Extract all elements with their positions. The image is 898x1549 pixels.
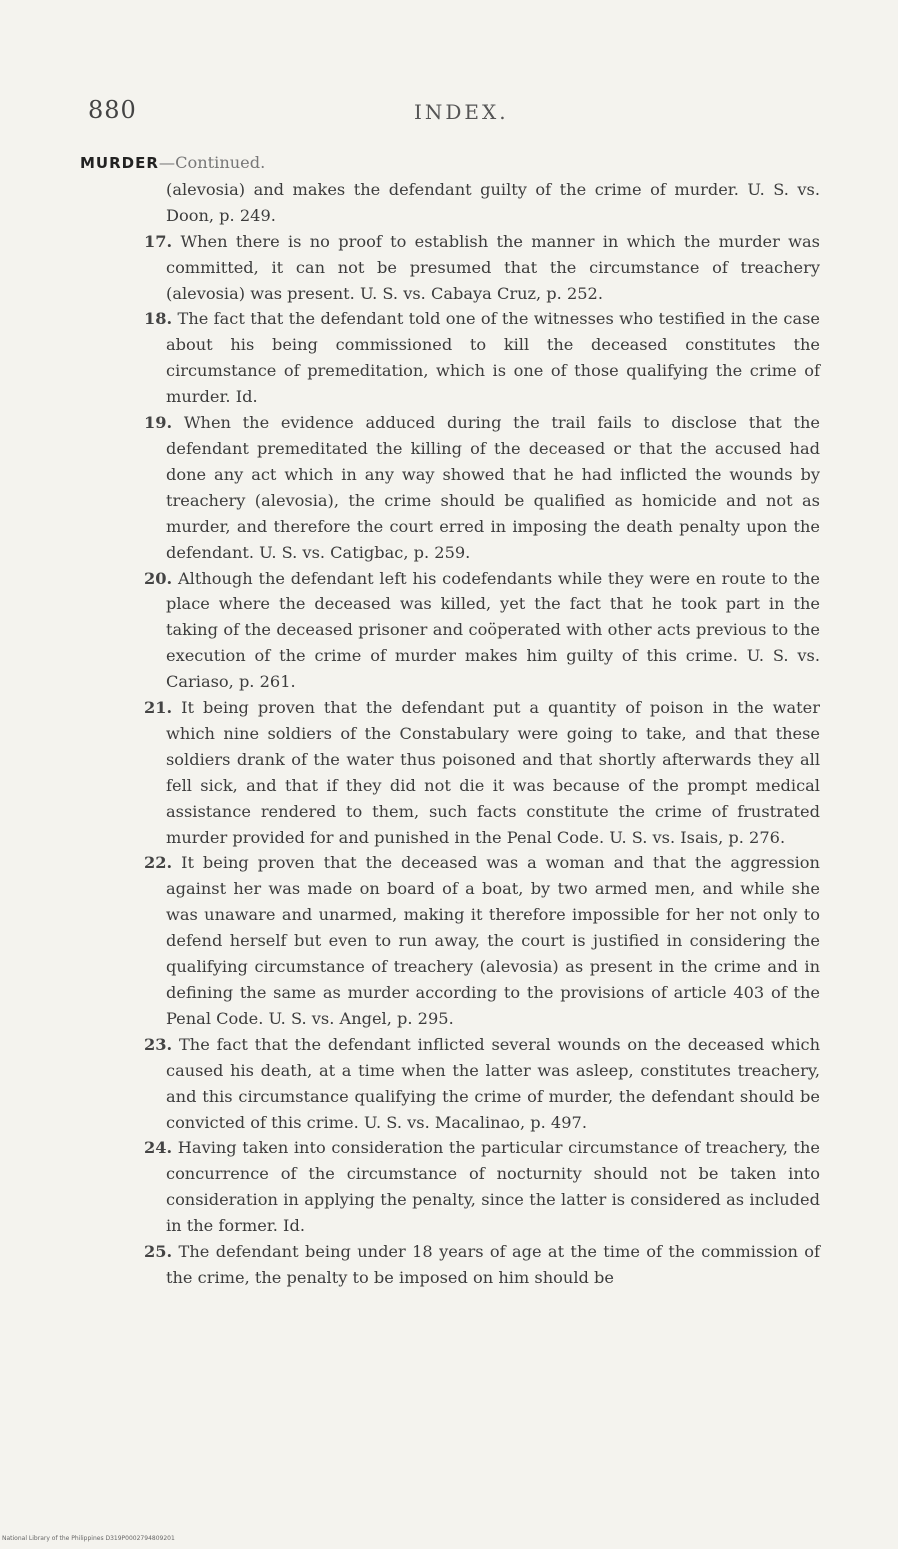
- entry-text: When there is no proof to establish the manner in which the murder was committed, it can not be presumed that the circumstance of treachery (alevosia) was present. U. S. vs. Cabaya Cruz, p. 252.: [166, 231, 820, 303]
- entry-number: 24.: [144, 1138, 173, 1158]
- index-entry-25: [80, 1239, 820, 1291]
- entry-number: 23.: [144, 1034, 173, 1054]
- continuation-text: (alevosia) and makes the defendant guilty of the crime of murder. U. S. vs. Doon, p. 249.: [166, 179, 820, 225]
- entry-text: When the evidence adduced during the trail fails to disclose that the defendant premeditated the killing of the deceased or that the accused had done any act which in any way showed that he had inflicted the wounds by treachery (alevosia), the crime should be qualified as homicide and not as murder, and therefore the court erred in imposing the death penalty upon the defendant. U. S. vs. Catigbac, p. 259.: [166, 413, 820, 562]
- page-header: [88, 96, 828, 132]
- heading-word: MURDER: [80, 154, 159, 172]
- page-number: 880: [88, 96, 137, 124]
- index-entry-21: [80, 695, 820, 850]
- entry-text: The fact that the defendant told one of the witnesses who testified in the case about his being commissioned to kill the deceased constitutes the circumstance of premeditation, which is one of those qualifying the crime of murder. Id.: [166, 309, 821, 407]
- entry-number: 21.: [144, 698, 173, 718]
- scan-footer: National Library of the Philippines D319P0002794809201: [2, 1535, 175, 1542]
- index-entry-20: [80, 566, 820, 696]
- entry-text: Having taken into consideration the particular circumstance of treachery, the concurrence of the circumstance of nocturnity should not be taken into consideration in applying the penalty, since the latter is considered as included in the former. Id.: [166, 1138, 820, 1236]
- entry-number: 17.: [144, 231, 173, 251]
- index-entry-22: [80, 850, 820, 1031]
- index-entry-18: [80, 306, 820, 410]
- running-head: INDEX.: [414, 100, 509, 124]
- index-body: [80, 150, 820, 1291]
- entry-number: 19.: [144, 413, 173, 433]
- entry-text: The fact that the defendant inflicted several wounds on the deceased which caused his death, at a time when the latter was asleep, constitutes treachery, and this circumstance qualifying the crime of murder, the defendant should be convicted of this crime. U. S. vs. Macalinao, p. 497.: [166, 1034, 820, 1132]
- entry-number: 22.: [144, 853, 173, 873]
- index-entry-23: [80, 1032, 820, 1136]
- index-heading: [80, 150, 820, 177]
- entry-text: It being proven that the defendant put a quantity of poison in the water which nine soldiers of the Constabulary were going to take, and that these soldiers drank of the water thus poisoned and that shortly afterwards they all fell sick, and that if they did not die it was because of the prompt medical assistance rendered to them, such facts constitute the crime of frustrated murder provided for and punished in the Penal Code. U. S. vs. Isais, p. 276.: [166, 698, 820, 847]
- index-entry-17: [80, 229, 820, 307]
- entry-text: The defendant being under 18 years of age at the time of the commission of the crime, the penalty to be imposed on him should be: [166, 1242, 821, 1287]
- entry-text: Although the defendant left his codefendants while they were en route to the place where the deceased was killed, yet the fact that he took part in the taking of the deceased prisoner and coöperated with other acts previous to the execution of the crime of murder makes him guilty of this crime. U. S. vs. Cariaso, p. 261.: [166, 568, 820, 692]
- entry-number: 20.: [144, 568, 173, 588]
- heading-continued: —Continued.: [158, 153, 266, 172]
- index-entry-24: [80, 1135, 820, 1239]
- entry-number: 18.: [144, 309, 173, 329]
- entry-number: 25.: [144, 1242, 173, 1262]
- entry-text: It being proven that the deceased was a woman and that the aggression against her was made on board of a boat, by two armed men, and while she was unaware and unarmed, making it therefore impossible for her not only to defend herself but even to run away, the court is justified in considering the qualifying circumstance of treachery (alevosia) as present in the crime and in defining the same as murder according to the provisions of article 403 of the Penal Code. U. S. vs. Angel, p. 295.: [166, 853, 820, 1028]
- index-entry-19: [80, 410, 820, 565]
